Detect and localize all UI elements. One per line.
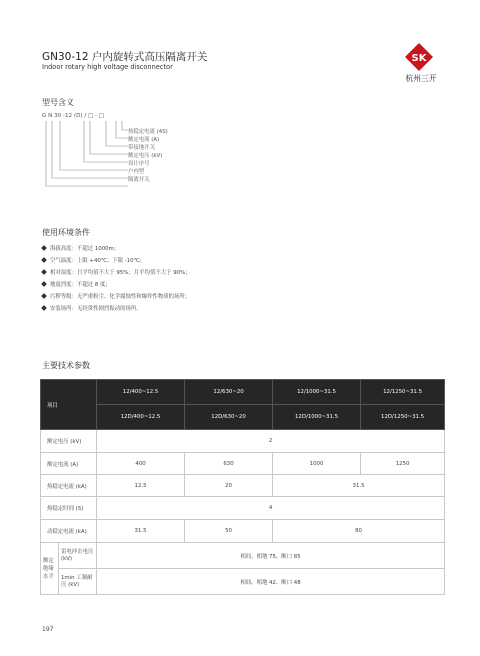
value-cell: 20 — [185, 475, 273, 497]
condition-item: 安装场所：无经常性剧烈振动的场所。 — [42, 304, 142, 312]
model-cell: 12/630~20 — [185, 380, 273, 405]
legend-item: 额定电压 (kV) — [128, 153, 163, 159]
value-cell: 630 — [185, 453, 273, 475]
bullet-icon — [41, 293, 47, 299]
condition-item: 污秽等级：无严重粉尘、化学腐蚀性和爆炸性物质的场所； — [42, 292, 190, 300]
value-cell: 12.5 — [97, 475, 185, 497]
row-label: 1min 工频耐压 (kV) — [59, 569, 97, 595]
row-label: 额定电压 (kV) — [41, 430, 97, 453]
brand-logo-icon — [404, 42, 434, 72]
value-cell: 1250 — [361, 453, 445, 475]
bullet-icon — [41, 245, 47, 251]
value-cell: 2 — [97, 430, 445, 453]
legend-item: 热稳定电流 (4S) — [128, 129, 168, 135]
value-cell: 80 — [273, 520, 445, 543]
model-cell: 12/1000~31.5 — [273, 380, 361, 405]
condition-item: 相对湿度：日平均值不大于 95%；月平均值不大于 90%； — [42, 268, 191, 276]
legend-item: 设计序号 — [128, 161, 150, 167]
row-label: 热稳定电流 (kA) — [41, 475, 97, 497]
bullet-icon — [41, 281, 47, 287]
value-cell: 1000 — [273, 453, 361, 475]
page-subtitle: Indoor rotary high voltage disconnector — [42, 63, 173, 71]
conditions-heading: 使用环境条件 — [42, 228, 90, 237]
value-cell: 相间、相地 42、断口 48 — [97, 569, 445, 595]
model-code: G N 30 -12 (D) / □ - □ — [42, 113, 105, 119]
model-cell: 12D/630~20 — [185, 405, 273, 430]
row-label: 额定电流 (A) — [41, 453, 97, 475]
page-number: 197 — [42, 626, 54, 633]
model-cell: 12D/1000~31.5 — [273, 405, 361, 430]
row-label: 热稳定时间 (S) — [41, 497, 97, 520]
condition-item: 空气温度：上限 +40℃；下限 -10℃； — [42, 256, 145, 264]
value-cell: 50 — [185, 520, 273, 543]
header-item-label: 项目 — [41, 380, 97, 430]
legend-item: 额定电流 (A) — [128, 137, 160, 143]
row-label: 雷电冲击电压 (kV) — [59, 543, 97, 569]
legend-item: 带接地开关 — [128, 145, 155, 151]
value-cell: 31.5 — [97, 520, 185, 543]
specs-table — [40, 379, 445, 595]
value-cell: 400 — [97, 453, 185, 475]
model-cell: 12D/1250~31.5 — [361, 405, 445, 430]
value-cell: 31.5 — [273, 475, 445, 497]
model-cell: 12D/400~12.5 — [97, 405, 185, 430]
model-cell: 12/400~12.5 — [97, 380, 185, 405]
specs-heading: 主要技术参数 — [42, 361, 90, 370]
value-cell: 4 — [97, 497, 445, 520]
svg-text:SK: SK — [411, 53, 427, 64]
model-tree-lines — [44, 117, 128, 193]
bullet-icon — [41, 305, 47, 311]
legend-item: 户内型 — [128, 169, 145, 175]
legend-item: 隔离开关 — [128, 177, 150, 183]
value-cell: 相间、相地 75、断口 85 — [97, 543, 445, 569]
row-label: 动稳定电流 (kA) — [41, 520, 97, 543]
condition-item: 海拔高度：不超过 1000m； — [42, 244, 119, 252]
brand-name: 杭州三开 — [405, 74, 437, 83]
bullet-icon — [41, 257, 47, 263]
condition-item: 地震烈度：不超过 8 度； — [42, 280, 111, 288]
model-cell: 12/1250~31.5 — [361, 380, 445, 405]
bullet-icon — [41, 269, 47, 275]
page-title: GN30-12 户内旋转式高压隔离开关 — [42, 51, 208, 63]
row-label: 额定绝缘水平 — [41, 543, 59, 595]
model-heading: 型号含义 — [42, 98, 74, 107]
